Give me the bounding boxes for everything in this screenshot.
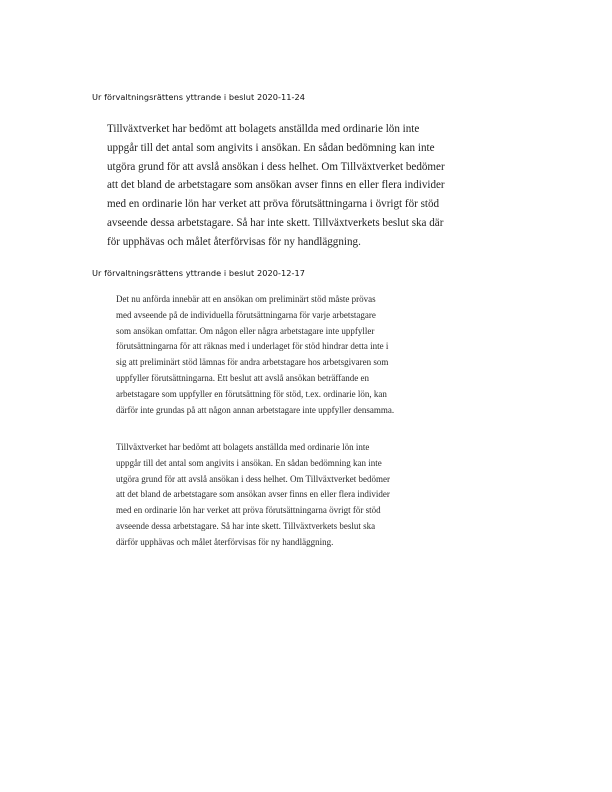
paragraph-line: att det bland de arbetstagare som ansökan avser finns en eller flera individer bbox=[116, 489, 390, 500]
paragraph-line: sig att preliminärt stöd lämnas för andra arbetstagare hos arbetsgivaren som bbox=[116, 357, 389, 368]
paragraph-line: utgöra grund för att avslå ansökan i dess helhet. Om Tillväxtverket bedömer bbox=[107, 160, 445, 173]
paragraph-line: att det bland de arbetstagare som ansökan avser finns en eller flera individer bbox=[107, 179, 445, 192]
paragraph-line: med en ordinarie lön har verket att pröva förutsättningarna i övrigt för stöd bbox=[107, 198, 440, 211]
paragraph-line: med avseende på de individuella förutsättningarna för varje arbetstagare bbox=[116, 309, 376, 320]
paragraph-line: arbetstagare som uppfyller en förutsättning för stöd, t.ex. ordinarie lön, kan bbox=[116, 388, 387, 399]
paragraph-line: avseende dessa arbetstagare. Så har inte skett. Tillväxtverkets beslut ska bbox=[116, 520, 376, 531]
paragraph-line: därför upphävas och målet återförvisas för ny handläggning. bbox=[116, 536, 334, 547]
paragraph-line: uppfyller förutsättningarna. Ett beslut att avslå ansökan beträffande en bbox=[116, 372, 369, 383]
paragraph-line: utgöra grund för att avslå ansökan i dess helhet. Om Tillväxtverket bedömer bbox=[116, 473, 390, 484]
quote-paragraph-2020-12-17-second bbox=[116, 440, 416, 551]
paragraph-line: förutsättningarna för att räknas med i underlaget för stöd hindrar detta inte i bbox=[116, 341, 389, 352]
paragraph-line: uppgår till det antal som angivits i ansökan. En sådan bedömning kan inte bbox=[107, 141, 435, 154]
paragraph-line: Tillväxtverket har bedömt att bolagets anställda med ordinarie lön inte bbox=[107, 123, 420, 135]
section-heading-2020-11-24: Ur förvaltningsrättens yttrande i beslut 2020-11-24 bbox=[92, 92, 306, 102]
paragraph-line: med en ordinarie lön har verket att pröva förutsättningarna övrigt för stöd bbox=[116, 505, 381, 516]
paragraph-line: avseende dessa arbetstagare. Så har inte skett. Tillväxtverkets beslut ska där bbox=[107, 216, 444, 229]
paragraph-line: för upphävas och målet återförvisas för ny handläggning. bbox=[107, 235, 361, 248]
paragraph-line: Tillväxtverket har bedömt att bolagets anställda med ordinarie lön inte bbox=[116, 442, 370, 452]
paragraph-line: uppgår till det antal som angivits i ansökan. En sådan bedömning kan inte bbox=[116, 457, 382, 468]
quote-paragraph-2020-11-24 bbox=[107, 120, 445, 252]
paragraph-line: Det nu anförda innebär att en ansökan om preliminärt stöd måste prövas bbox=[116, 294, 376, 304]
paragraph-line: därför inte grundas på att någon annan arbetstagare inte uppfyller densamma. bbox=[116, 404, 395, 415]
quote-paragraph-2020-12-17-first bbox=[116, 292, 416, 418]
paragraph-line: som ansökan omfattar. Om någon eller några arbetstagare inte uppfyller bbox=[116, 325, 375, 336]
section-heading-2020-12-17: Ur förvaltningsrättens yttrande i beslut 2020-12-17 bbox=[92, 268, 306, 278]
